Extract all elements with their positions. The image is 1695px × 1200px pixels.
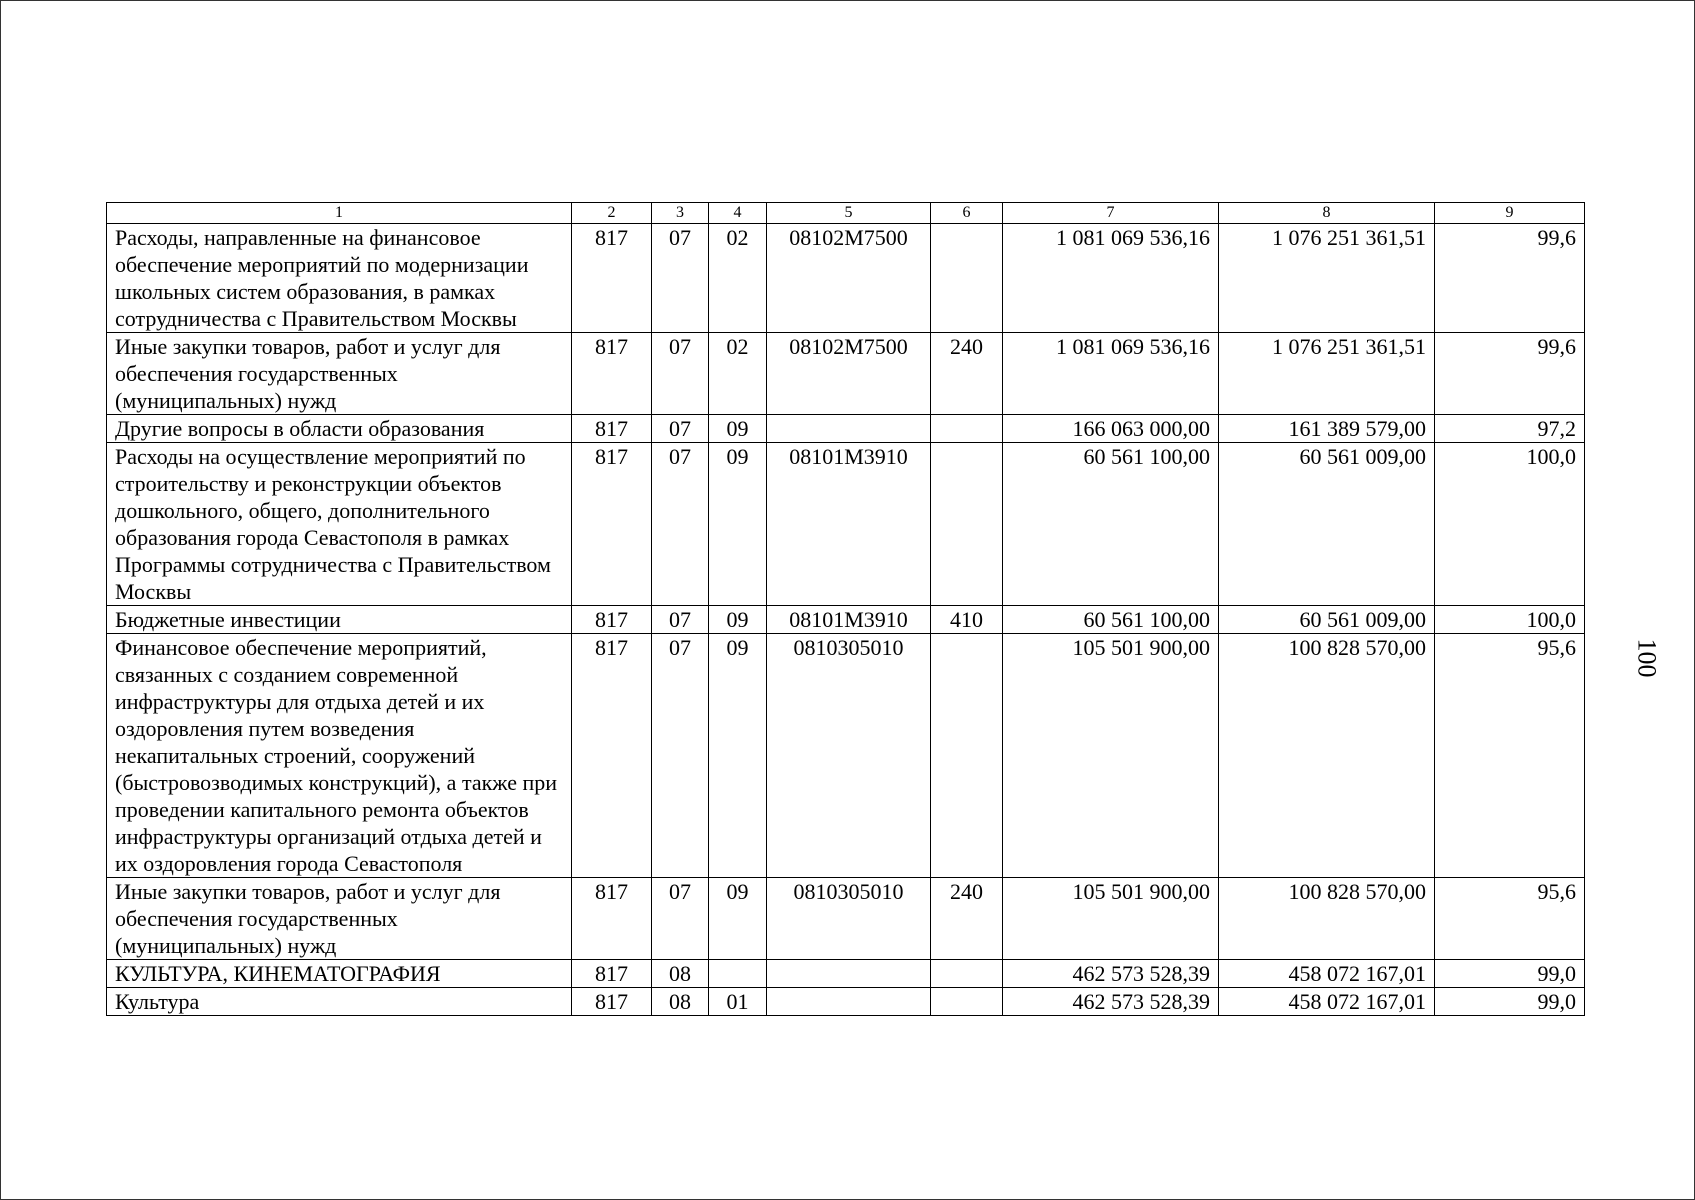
code-6-cell — [931, 988, 1003, 1016]
column-header-8: 8 — [1219, 203, 1435, 224]
table-row — [107, 960, 1585, 988]
budget-table — [106, 202, 1585, 1016]
table-row — [107, 443, 1585, 606]
code-6-cell: 240 — [931, 878, 1003, 960]
table-body — [107, 224, 1585, 1016]
row-name-cell: Бюджетные инвестиции — [107, 606, 572, 634]
percent-9-cell: 99,6 — [1435, 224, 1585, 333]
code-5-cell: 08102М7500 — [767, 224, 931, 333]
table-row — [107, 415, 1585, 443]
column-header-1: 1 — [107, 203, 572, 224]
amount-8-cell: 100 828 570,00 — [1219, 634, 1435, 878]
code-5-cell — [767, 960, 931, 988]
amount-8-cell: 60 561 009,00 — [1219, 606, 1435, 634]
code-6-cell — [931, 960, 1003, 988]
code-5-cell — [767, 415, 931, 443]
row-name-cell: Расходы на осуществление мероприятий по строительству и реконструкции объектов дошкольного, общего, дополнительного образования города Севастополя в рамках Программы сотрудничества с Правительством Москвы — [107, 443, 572, 606]
header-row — [107, 203, 1585, 224]
code-5-cell — [767, 988, 931, 1016]
amount-7-cell: 1 081 069 536,16 — [1003, 333, 1219, 415]
amount-7-cell: 166 063 000,00 — [1003, 415, 1219, 443]
row-name-cell: Финансовое обеспечение мероприятий, связанных с созданием современной инфраструктуры для отдыха детей и их оздоровления путем возведения некапитальных строений, сооружений (быстровозводимых конструкций), а также при проведении капитального ремонта объектов инфраструктуры организаций отдыха детей и их оздоровления города Севастополя — [107, 634, 572, 878]
code-4-cell — [709, 960, 767, 988]
percent-9-cell: 95,6 — [1435, 634, 1585, 878]
percent-9-cell: 95,6 — [1435, 878, 1585, 960]
row-name-cell: Культура — [107, 988, 572, 1016]
page-number: 100 — [1632, 638, 1662, 678]
table-row — [107, 333, 1585, 415]
code-3-cell: 08 — [652, 960, 709, 988]
amount-7-cell: 462 573 528,39 — [1003, 988, 1219, 1016]
code-4-cell: 09 — [709, 634, 767, 878]
amount-8-cell: 100 828 570,00 — [1219, 878, 1435, 960]
code-2-cell: 817 — [572, 988, 652, 1016]
code-5-cell: 08101М3910 — [767, 443, 931, 606]
code-2-cell: 817 — [572, 443, 652, 606]
code-2-cell: 817 — [572, 224, 652, 333]
amount-8-cell: 1 076 251 361,51 — [1219, 224, 1435, 333]
table-row — [107, 634, 1585, 878]
code-4-cell: 02 — [709, 333, 767, 415]
percent-9-cell: 100,0 — [1435, 606, 1585, 634]
code-6-cell: 410 — [931, 606, 1003, 634]
code-2-cell: 817 — [572, 333, 652, 415]
amount-7-cell: 462 573 528,39 — [1003, 960, 1219, 988]
code-2-cell: 817 — [572, 415, 652, 443]
column-header-3: 3 — [652, 203, 709, 224]
code-4-cell: 01 — [709, 988, 767, 1016]
table-row — [107, 224, 1585, 333]
amount-8-cell: 458 072 167,01 — [1219, 988, 1435, 1016]
row-name-cell: Иные закупки товаров, работ и услуг для обеспечения государственных (муниципальных) нужд — [107, 333, 572, 415]
column-header-5: 5 — [767, 203, 931, 224]
table-row — [107, 606, 1585, 634]
percent-9-cell: 99,0 — [1435, 960, 1585, 988]
amount-7-cell: 105 501 900,00 — [1003, 878, 1219, 960]
column-header-2: 2 — [572, 203, 652, 224]
code-4-cell: 09 — [709, 878, 767, 960]
amount-7-cell: 1 081 069 536,16 — [1003, 224, 1219, 333]
amount-7-cell: 60 561 100,00 — [1003, 443, 1219, 606]
code-4-cell: 09 — [709, 443, 767, 606]
amount-7-cell: 105 501 900,00 — [1003, 634, 1219, 878]
code-3-cell: 07 — [652, 878, 709, 960]
percent-9-cell: 97,2 — [1435, 415, 1585, 443]
code-6-cell — [931, 224, 1003, 333]
code-3-cell: 07 — [652, 333, 709, 415]
code-6-cell — [931, 634, 1003, 878]
amount-7-cell: 60 561 100,00 — [1003, 606, 1219, 634]
code-3-cell: 07 — [652, 415, 709, 443]
row-name-cell: КУЛЬТУРА, КИНЕМАТОГРАФИЯ — [107, 960, 572, 988]
code-3-cell: 07 — [652, 443, 709, 606]
code-4-cell: 09 — [709, 606, 767, 634]
code-5-cell: 0810305010 — [767, 634, 931, 878]
code-3-cell: 08 — [652, 988, 709, 1016]
amount-8-cell: 1 076 251 361,51 — [1219, 333, 1435, 415]
column-header-7: 7 — [1003, 203, 1219, 224]
column-header-4: 4 — [709, 203, 767, 224]
code-3-cell: 07 — [652, 634, 709, 878]
row-name-cell: Расходы, направленные на финансовое обеспечение мероприятий по модернизации школьных систем образования, в рамках сотрудничества с Правительством Москвы — [107, 224, 572, 333]
code-5-cell: 0810305010 — [767, 878, 931, 960]
column-header-6: 6 — [931, 203, 1003, 224]
code-3-cell: 07 — [652, 606, 709, 634]
code-5-cell: 08101М3910 — [767, 606, 931, 634]
code-2-cell: 817 — [572, 606, 652, 634]
table-row — [107, 878, 1585, 960]
percent-9-cell: 100,0 — [1435, 443, 1585, 606]
code-2-cell: 817 — [572, 634, 652, 878]
code-3-cell: 07 — [652, 224, 709, 333]
row-name-cell: Иные закупки товаров, работ и услуг для обеспечения государственных (муниципальных) нужд — [107, 878, 572, 960]
amount-8-cell: 161 389 579,00 — [1219, 415, 1435, 443]
code-2-cell: 817 — [572, 960, 652, 988]
code-4-cell: 09 — [709, 415, 767, 443]
code-6-cell — [931, 443, 1003, 606]
table-row — [107, 988, 1585, 1016]
percent-9-cell: 99,6 — [1435, 333, 1585, 415]
amount-8-cell: 60 561 009,00 — [1219, 443, 1435, 606]
amount-8-cell: 458 072 167,01 — [1219, 960, 1435, 988]
code-6-cell: 240 — [931, 333, 1003, 415]
code-5-cell: 08102М7500 — [767, 333, 931, 415]
code-6-cell — [931, 415, 1003, 443]
code-2-cell: 817 — [572, 878, 652, 960]
column-header-9: 9 — [1435, 203, 1585, 224]
code-4-cell: 02 — [709, 224, 767, 333]
percent-9-cell: 99,0 — [1435, 988, 1585, 1016]
row-name-cell: Другие вопросы в области образования — [107, 415, 572, 443]
